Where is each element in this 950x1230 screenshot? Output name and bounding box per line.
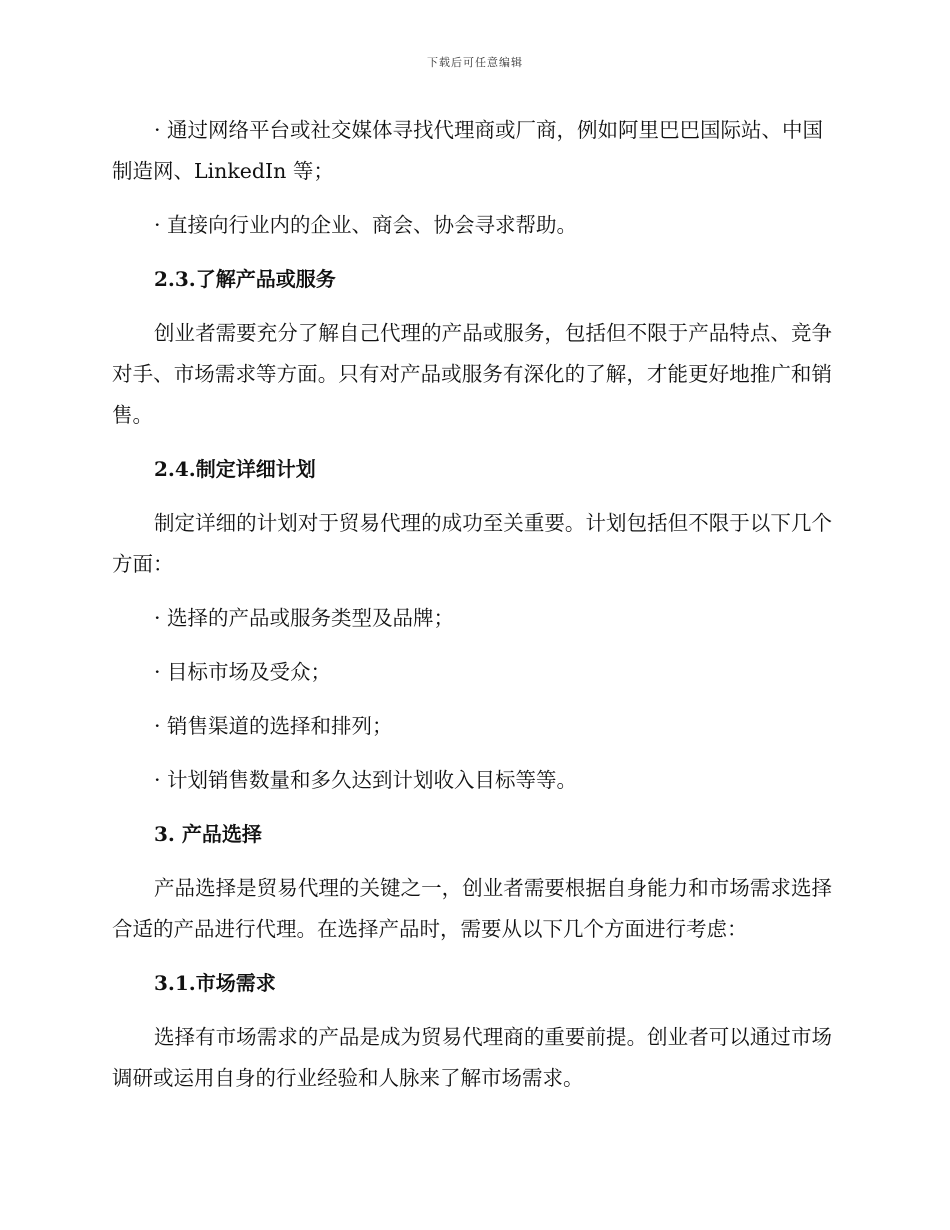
- bullet-item-sales-channels: · 销售渠道的选择和排列；: [154, 714, 393, 738]
- section-heading-3: 3. 产品选择: [154, 822, 262, 846]
- document-body: [112, 110, 832, 1112]
- section-heading-2-3: 2.3.了解产品或服务: [154, 267, 336, 291]
- bullet-item-target-market: · 目标市场及受众；: [154, 660, 332, 684]
- bullet-item-industry-help: · 直接向行业内的企业、商会、协会寻求帮助。: [154, 213, 578, 237]
- section-heading-2-4: 2.4.制定详细计划: [154, 457, 316, 481]
- section-heading-3-1: 3.1.市场需求: [154, 971, 276, 995]
- bullet-item-online-platforms: · 通过网络平台或社交媒体寻找代理商或厂商，例如阿里巴巴国际站、中国制造网、LinkedIn 等；: [112, 118, 824, 183]
- paragraph-product-selection: 产品选择是贸易代理的关键之一，创业者需要根据自身能力和市场需求选择合适的产品进行代理。在选择产品时，需要从以下几个方面进行考虑：: [112, 876, 832, 941]
- paragraph-understand-product: 创业者需要充分了解自己代理的产品或服务，包括但不限于产品特点、竞争对手、市场需求等方面。只有对产品或服务有深化的了解，才能更好地推广和销售。: [112, 321, 832, 427]
- page-header: 下载后可任意编辑: [427, 56, 523, 69]
- paragraph-detailed-plan: 制定详细的计划对于贸易代理的成功至关重要。计划包括但不限于以下几个方面：: [112, 511, 832, 576]
- bullet-item-product-type: · 选择的产品或服务类型及品牌；: [154, 606, 455, 630]
- bullet-item-sales-targets: · 计划销售数量和多久达到计划收入目标等等。: [154, 768, 578, 792]
- paragraph-market-demand: 选择有市场需求的产品是成为贸易代理商的重要前提。创业者可以通过市场调研或运用自身的行业经验和人脉来了解市场需求。: [112, 1025, 832, 1090]
